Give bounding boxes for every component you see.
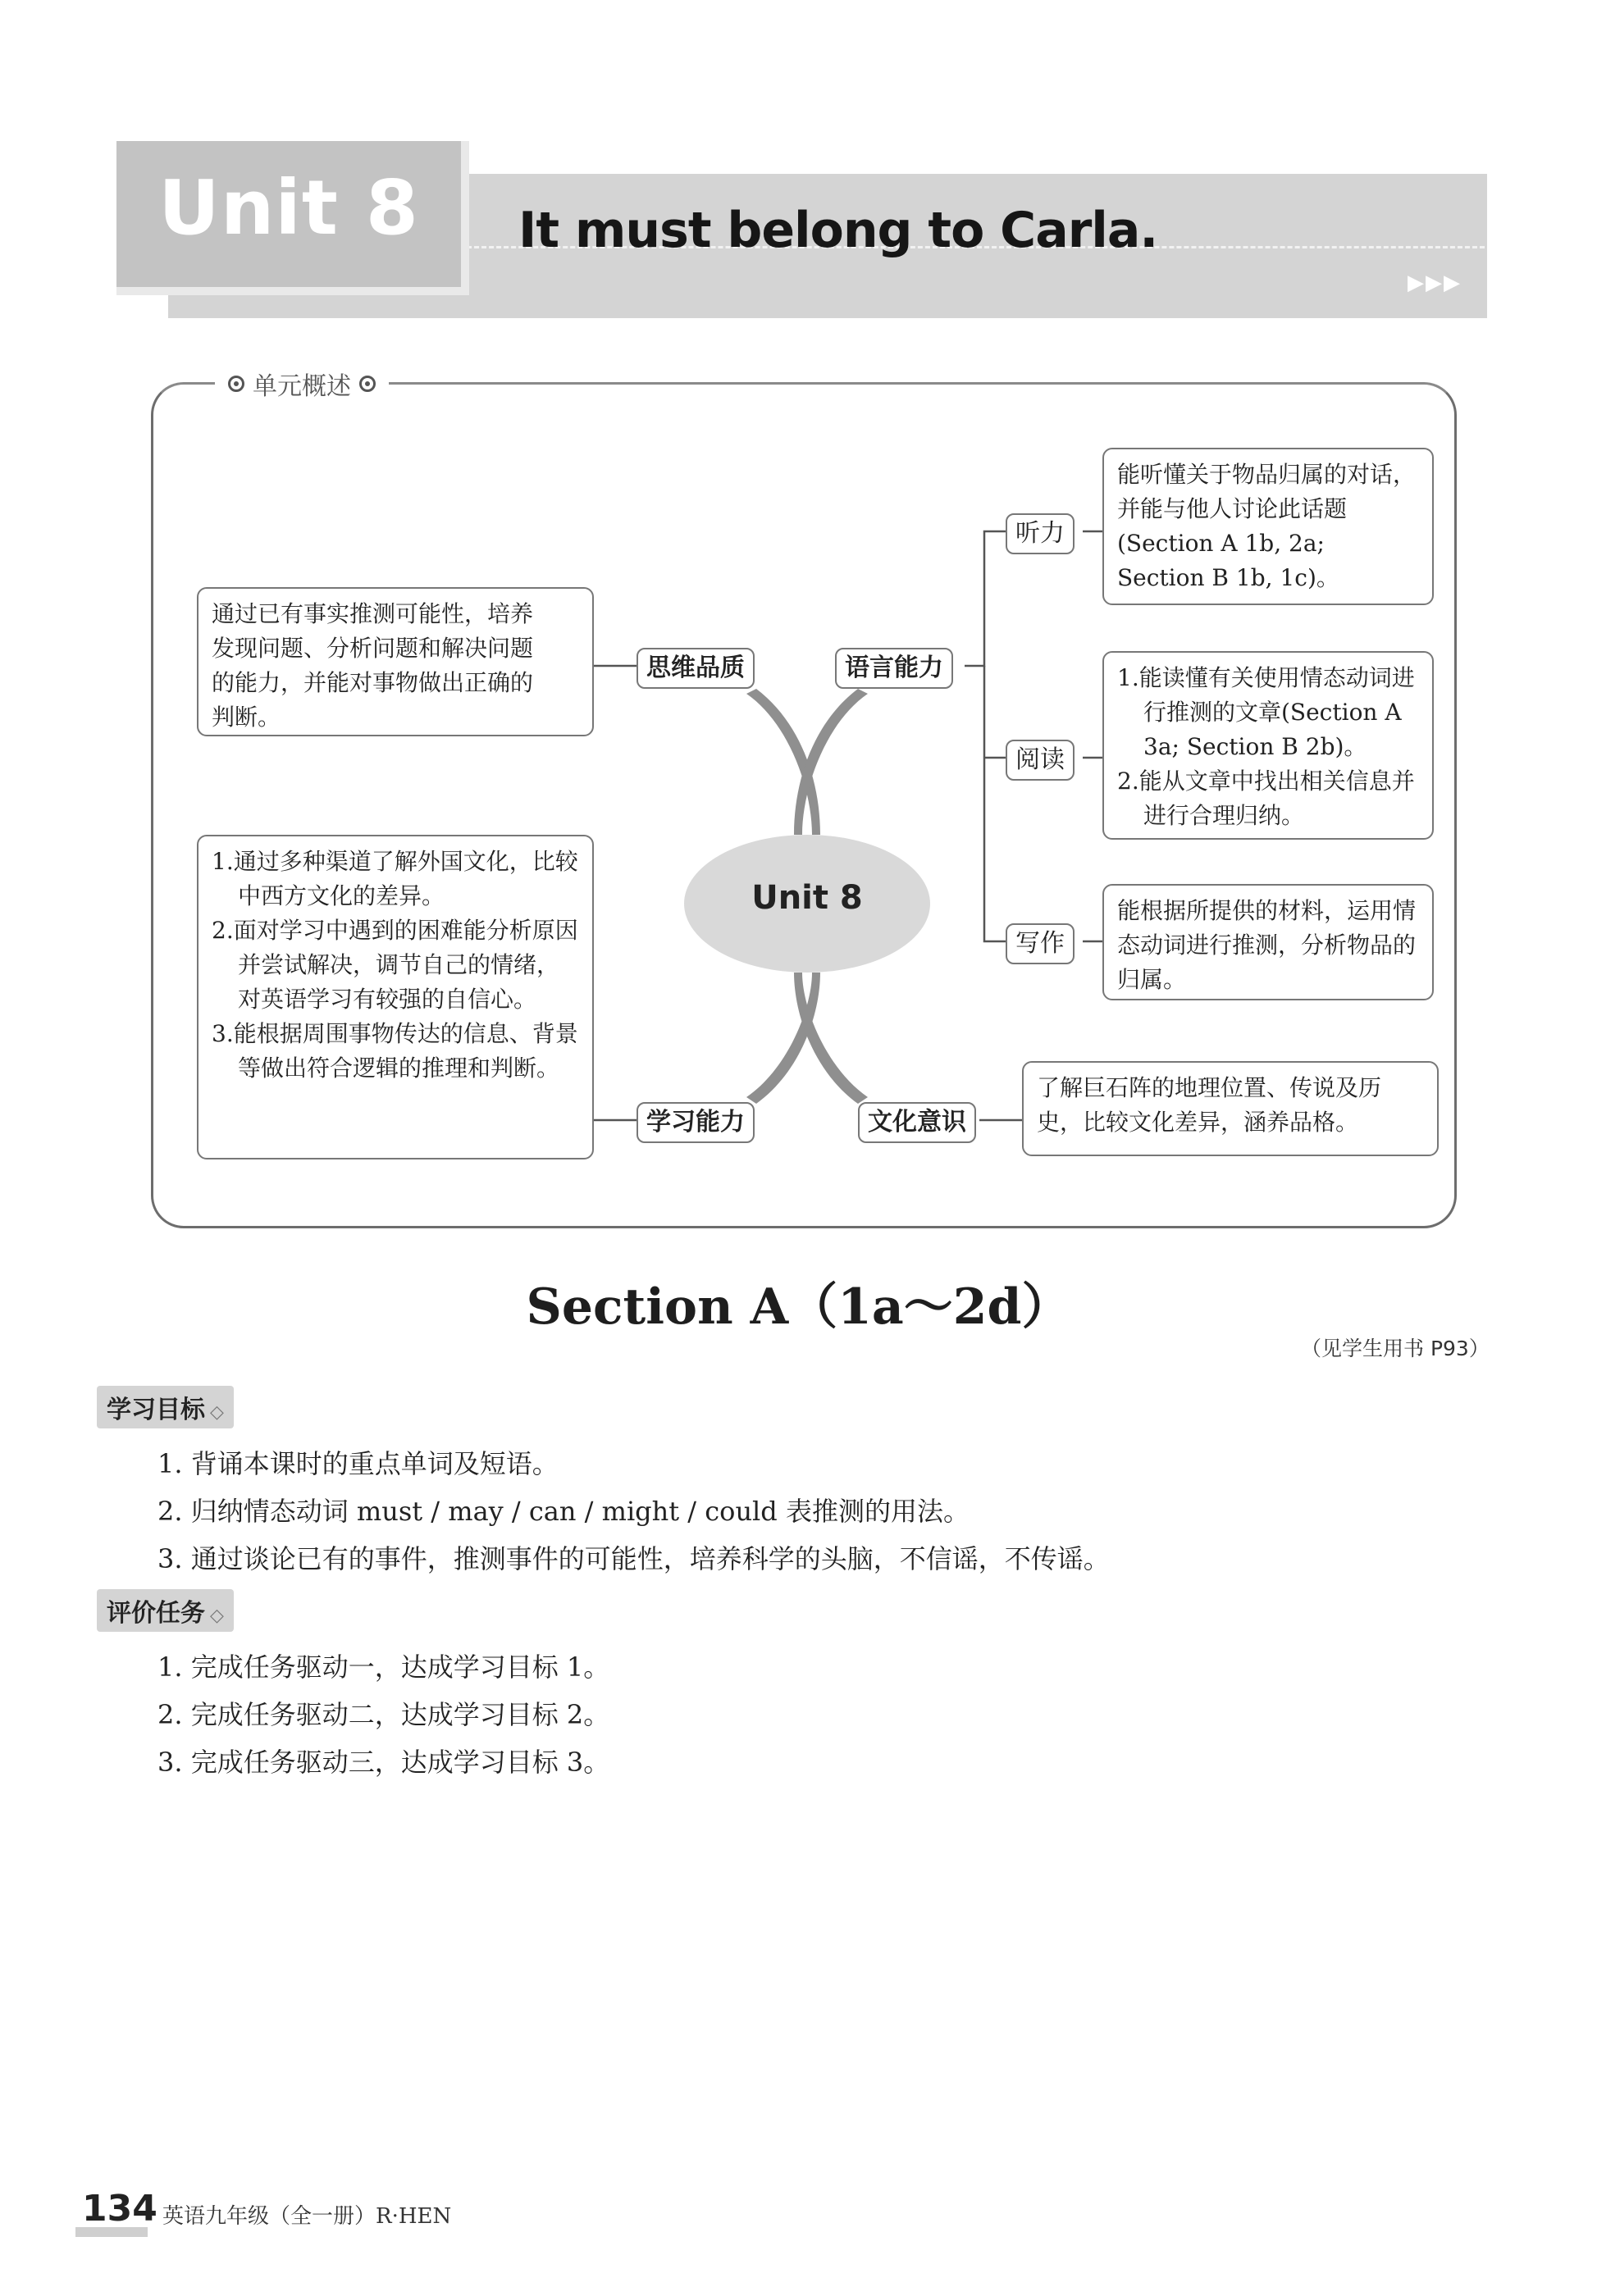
learning-item: 2.面对学习中遇到的困难能分析原因并尝试解决，调节自己的情绪，对英语学习有较强的自信心。 <box>212 917 578 1013</box>
student-book-ref: （见学生用书 P93） <box>1301 1337 1490 1360</box>
thinking-line: 的能力，并能对事物做出正确的 <box>212 669 534 696</box>
unit-subtitle: It must belong to Carla. <box>518 202 1158 259</box>
thinking-line: 发现问题、分析问题和解决问题 <box>212 635 534 662</box>
skill-listening: 听力 <box>1006 513 1075 554</box>
goal-item: 2. 归纳情态动词 must / may / can / might / could 表推测的用法。 <box>157 1496 970 1527</box>
task-item: 3. 完成任务驱动三，达成学习目标 3。 <box>157 1747 610 1778</box>
book-title: 英语九年级（全一册）R·HEN <box>162 2204 452 2229</box>
unit-title: Unit 8 <box>158 164 419 252</box>
listening-text: 能听懂关于物品归属的对话，并能与他人讨论此话题(Section A 1b, 2a; Section B 1b, 1c)。 <box>1117 461 1417 591</box>
skill-writing: 写作 <box>1006 923 1075 964</box>
culture-text: 了解巨石阵的地理位置、传说及历史，比较文化差异，涵养品格。 <box>1037 1074 1382 1136</box>
category-language: 语言能力 <box>835 648 953 689</box>
thinking-line: 通过已有事实推测可能性，培养 <box>212 600 534 627</box>
thinking-box <box>197 587 594 736</box>
learning-item: 3.能根据周围事物传达的信息、背景等做出符合逻辑的推理和判断。 <box>212 1020 578 1082</box>
category-thinking: 思维品质 <box>637 648 755 689</box>
goals-label: 学习目标 ◇ <box>97 1386 234 1428</box>
thinking-line: 判断。 <box>212 704 281 731</box>
reading-box <box>1102 651 1434 840</box>
reading-item: 1.能读懂有关使用情态动词进行推测的文章(Section A 3a; Section B 2b)。 <box>1117 664 1415 760</box>
task-item: 1. 完成任务驱动一，达成学习目标 1。 <box>157 1651 610 1683</box>
reading-item: 2.能从文章中找出相关信息并进行合理归纳。 <box>1117 768 1415 829</box>
section-title: Section A（1a～2d） <box>526 1278 1071 1336</box>
category-learning: 学习能力 <box>637 1102 755 1143</box>
learning-box <box>197 835 594 1159</box>
culture-box <box>1022 1061 1439 1156</box>
arrows-icon: ▶▶▶ <box>1408 271 1462 295</box>
listening-box <box>1102 448 1434 605</box>
skill-reading: 阅读 <box>1006 740 1075 781</box>
task-item: 2. 完成任务驱动二，达成学习目标 2。 <box>157 1699 610 1730</box>
center-label: Unit 8 <box>751 879 863 917</box>
overview-label-text: 单元概述 <box>253 372 351 401</box>
writing-text: 能根据所提供的材料，运用情态动词进行推测，分析物品的归属。 <box>1117 897 1417 993</box>
goal-item: 1. 背诵本课时的重点单词及短语。 <box>157 1448 559 1479</box>
learning-item: 1.通过多种渠道了解外国文化，比较中西方文化的差异。 <box>212 848 578 909</box>
goal-item: 3. 通过谈论已有的事件，推测事件的可能性，培养科学的头脑，不信谣，不传谣。 <box>157 1543 1110 1574</box>
writing-box <box>1102 884 1434 1000</box>
tasks-label: 评价任务 ◇ <box>97 1589 234 1632</box>
category-culture: 文化意识 <box>858 1102 976 1143</box>
page-number: 134 <box>82 2188 157 2230</box>
